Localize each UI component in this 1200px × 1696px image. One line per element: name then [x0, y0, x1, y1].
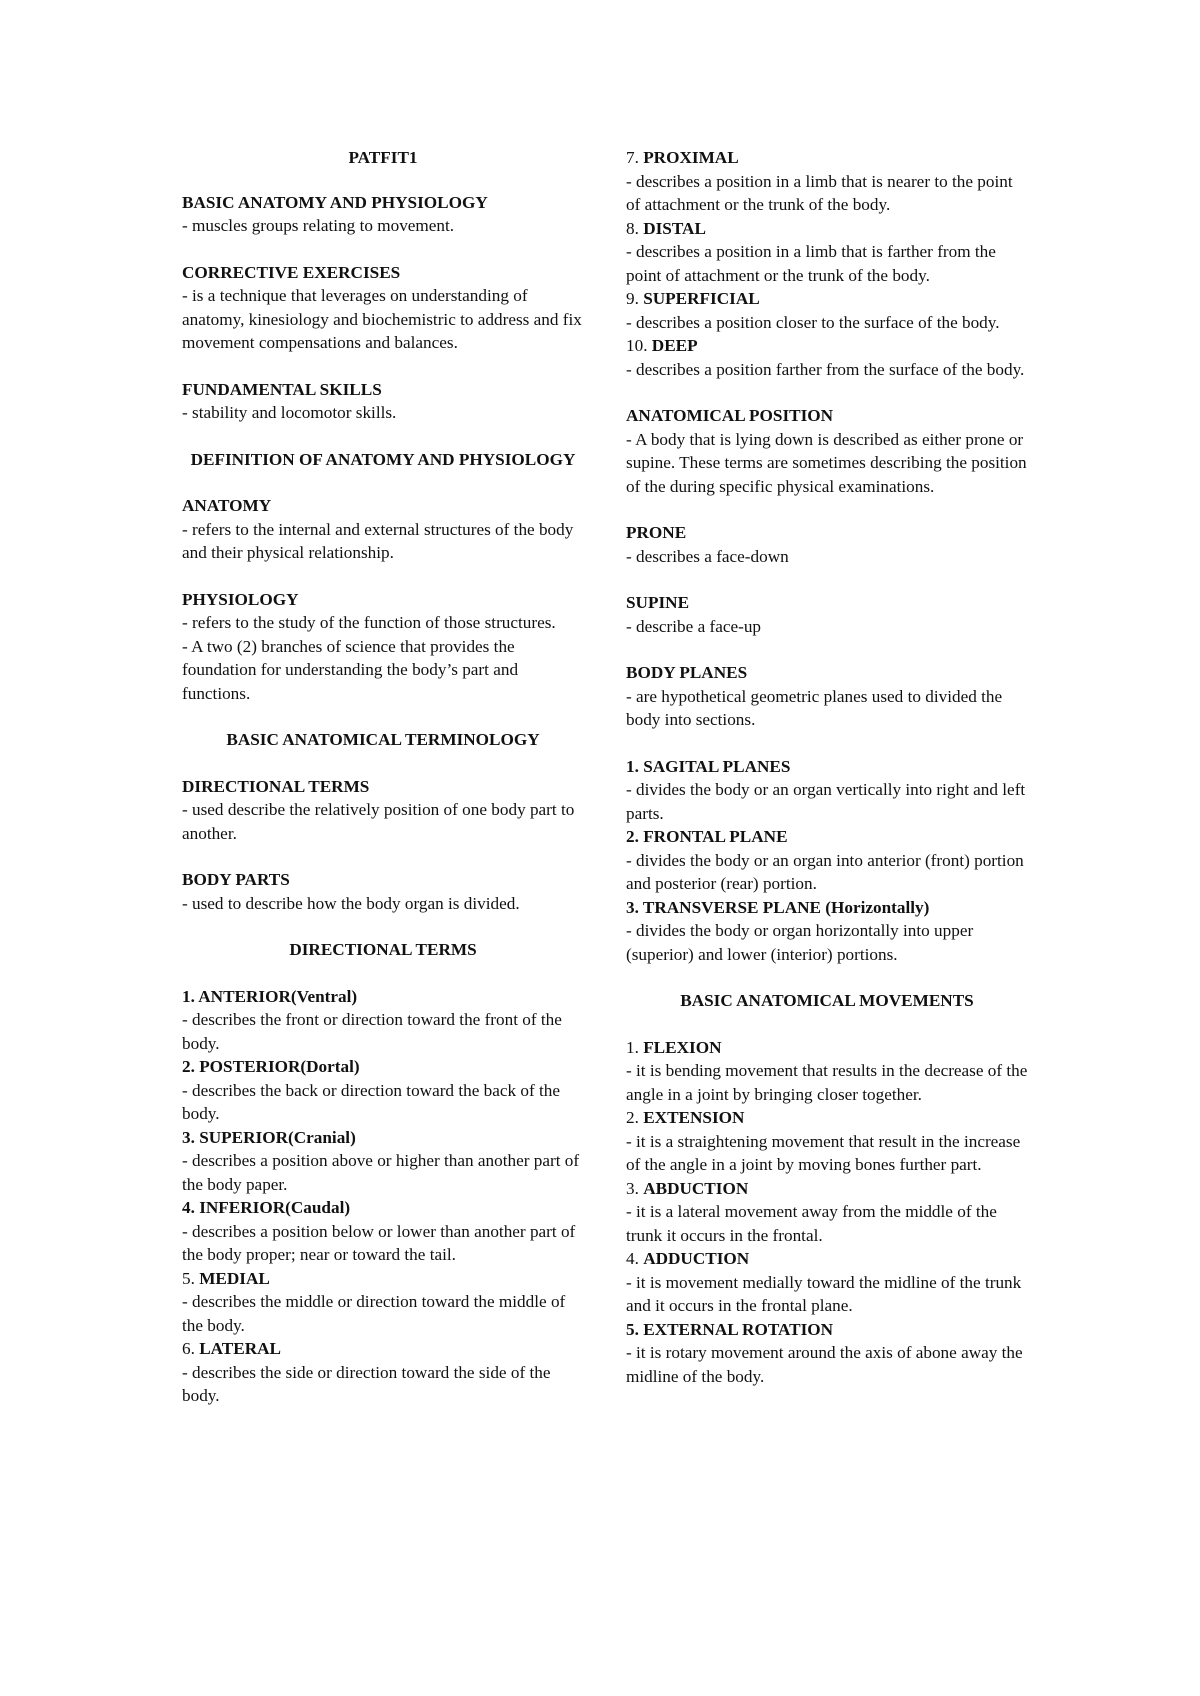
term-label: LATERAL: [199, 1339, 282, 1358]
term-item: [626, 1106, 1028, 1177]
term-number: 2.: [626, 1108, 644, 1127]
term-item: [182, 1337, 584, 1408]
movements-heading: BASIC ANATOMICAL MOVEMENTS: [680, 991, 974, 1010]
term-description: - describes a position above or higher than another part of the body paper.: [182, 1151, 580, 1194]
section-body: - refers to the internal and external structures of the body and their physical relationship.: [182, 519, 574, 562]
section-body: - muscles groups relating to movement.: [182, 216, 455, 235]
term-label: TRANSVERSE PLANE (Horizontally): [642, 897, 930, 917]
term-label: ANTERIOR(Ventral): [198, 986, 358, 1006]
section-heading: FUNDAMENTAL SKILLS: [182, 379, 382, 399]
section-heading: BODY PARTS: [182, 870, 290, 889]
term-label: SUPERFICIAL: [643, 289, 760, 308]
term-label: ABDUCTION: [643, 1178, 749, 1198]
section-heading: BASIC ANATOMY AND PHYSIOLOGY: [182, 192, 488, 212]
section-heading: PHYSIOLOGY: [182, 589, 299, 609]
term-number: 6.: [182, 1339, 200, 1358]
term-item: [626, 1247, 1028, 1318]
term-number: 2.: [182, 1057, 200, 1076]
section-body: - are hypothetical geometric planes used to divided the body into sections.: [626, 686, 1003, 729]
position-sections: [626, 404, 1028, 732]
section: [626, 521, 1028, 568]
directional-terms-list: [182, 985, 584, 1408]
term-description: - describes the side or direction toward the side of the body.: [182, 1362, 551, 1405]
term-label: SAGITAL PLANES: [643, 756, 791, 776]
directional-terms-heading: DIRECTIONAL TERMS: [289, 940, 477, 959]
term-description: - describes the back or direction toward the back of the body.: [182, 1080, 560, 1123]
term-number: 4.: [626, 1249, 644, 1268]
term-number: 10.: [626, 336, 652, 355]
term-item: [626, 1318, 1028, 1389]
term-description: - it is a lateral movement away from the middle of the trunk it occurs in the frontal.: [626, 1202, 997, 1245]
term-item: [626, 1177, 1028, 1248]
section-body: - describes a face-down: [626, 546, 789, 566]
term-item: [626, 217, 1028, 288]
term-item: [626, 287, 1028, 334]
term-number: 1.: [626, 1037, 644, 1057]
section-heading: PRONE: [626, 523, 687, 542]
terminology-sections: [182, 775, 584, 916]
terminology-heading: BASIC ANATOMICAL TERMINOLOGY: [226, 730, 540, 749]
term-number: 3.: [626, 897, 643, 917]
section-heading: CORRECTIVE EXERCISES: [182, 262, 401, 282]
left-column: [182, 146, 584, 1431]
term-number: 8.: [626, 218, 644, 238]
section-body: - A two (2) branches of science that provides the foundation for understanding the body’s part and functions.: [182, 636, 519, 703]
section: [626, 661, 1028, 732]
term-item: [182, 1267, 584, 1338]
term-item: [182, 1196, 584, 1267]
section-body: - refers to the study of the function of those structures.: [182, 613, 556, 632]
section-body: - is a technique that leverages on understanding of anatomy, kinesiology and biochemistric to address and fix movement compensations and balances.: [182, 286, 582, 352]
term-label: FRONTAL PLANE: [643, 827, 788, 846]
term-description: - it is rotary movement around the axis of abone away the midline of the body.: [626, 1343, 1023, 1386]
term-item: [626, 755, 1028, 826]
section-heading: ANATOMY: [182, 496, 272, 515]
term-description: - divides the body or organ horizontally into upper (superior) and lower (interior) portions.: [626, 921, 974, 964]
term-number: 1.: [182, 986, 199, 1006]
intro-sections: [182, 191, 584, 425]
term-item: [626, 825, 1028, 896]
section: [182, 261, 584, 355]
section: [626, 404, 1028, 498]
term-item: [626, 146, 1028, 217]
term-number: 9.: [626, 289, 644, 308]
term-description: - describes a position closer to the surface of the body.: [626, 312, 1000, 332]
term-description: - it is bending movement that results in the decrease of the angle in a joint by bringing closer together.: [626, 1061, 1028, 1104]
term-item: [626, 896, 1028, 967]
document-title: PATFIT1: [348, 148, 418, 167]
term-item: [182, 985, 584, 1056]
section-body: - describe a face-up: [626, 616, 762, 636]
term-label: INFERIOR(Caudal): [199, 1198, 351, 1217]
section-heading: BODY PLANES: [626, 663, 748, 682]
term-description: - it is a straightening movement that result in the increase of the angle in a joint by moving bones further part.: [626, 1131, 1021, 1174]
term-number: 3.: [626, 1178, 644, 1198]
term-number: 1.: [626, 756, 644, 776]
term-number: 5.: [182, 1268, 200, 1288]
section-body: - stability and locomotor skills.: [182, 403, 397, 422]
term-label: PROXIMAL: [643, 148, 739, 167]
term-label: SUPERIOR(Cranial): [199, 1127, 356, 1147]
body-planes-list: [626, 755, 1028, 967]
term-number: 7.: [626, 148, 644, 167]
term-label: DISTAL: [643, 218, 706, 238]
section-heading: DIRECTIONAL TERMS: [182, 776, 370, 796]
section-body: - used to describe how the body organ is divided.: [182, 893, 520, 913]
term-label: MEDIAL: [199, 1268, 270, 1288]
term-description: - describes a position below or lower than another part of the body proper; near or toward the tail.: [182, 1221, 576, 1264]
term-description: - describes a position farther from the surface of the body.: [626, 359, 1025, 379]
right-column: [626, 146, 1028, 1411]
section: [182, 868, 584, 915]
section: [182, 494, 584, 565]
term-description: - it is movement medially toward the midline of the trunk and it occurs in the frontal plane.: [626, 1272, 1022, 1315]
directional-terms-continued: [626, 146, 1028, 381]
term-item: [182, 1126, 584, 1197]
section: [182, 775, 584, 846]
term-number: 2.: [626, 827, 644, 846]
definition-sections: [182, 494, 584, 705]
term-description: - describes the front or direction toward the front of the body.: [182, 1010, 562, 1053]
term-label: FLEXION: [643, 1037, 722, 1057]
section-heading: ANATOMICAL POSITION: [626, 406, 834, 425]
section: [182, 191, 584, 238]
term-item: [182, 1055, 584, 1126]
term-description: - describes a position in a limb that is farther from the point of attachment or the trunk of the body.: [626, 242, 996, 285]
term-label: EXTENSION: [643, 1108, 745, 1127]
term-item: [626, 1036, 1028, 1107]
term-description: - describes a position in a limb that is nearer to the point of attachment or the trunk of the body.: [626, 171, 1013, 214]
term-description: - describes the middle or direction toward the middle of the body.: [182, 1292, 566, 1335]
term-label: EXTERNAL ROTATION: [643, 1319, 834, 1339]
section-heading: SUPINE: [626, 593, 690, 612]
term-number: 5.: [626, 1319, 644, 1339]
definition-heading: DEFINITION OF ANATOMY AND PHYSIOLOGY: [190, 449, 576, 469]
term-item: [626, 334, 1028, 381]
section: [182, 378, 584, 425]
movements-list: [626, 1036, 1028, 1389]
term-number: 4.: [182, 1198, 200, 1217]
section-body: - used describe the relatively position of one body part to another.: [182, 800, 575, 843]
term-label: DEEP: [651, 336, 698, 355]
section: [182, 588, 584, 706]
term-description: - divides the body or an organ into anterior (front) portion and posterior (rear) portion.: [626, 850, 1024, 893]
section-body: - A body that is lying down is described as either prone or supine. These terms are sometimes describing the position of the during specific physical examinations.: [626, 429, 1027, 496]
term-label: POSTERIOR(Dortal): [199, 1057, 360, 1076]
term-label: ADDUCTION: [643, 1249, 750, 1268]
term-number: 3.: [182, 1127, 200, 1147]
term-description: - divides the body or an organ vertically into right and left parts.: [626, 780, 1026, 823]
section: [626, 591, 1028, 638]
